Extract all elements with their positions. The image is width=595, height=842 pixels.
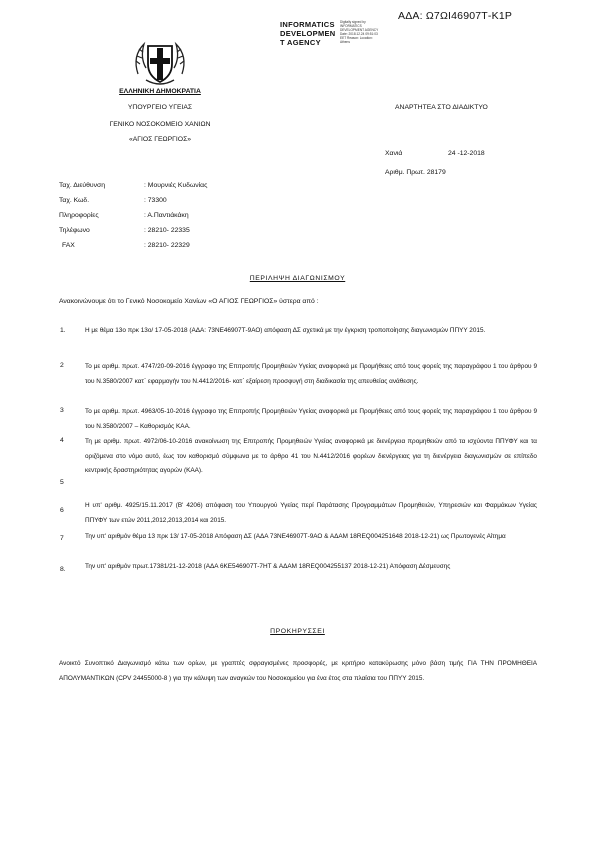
item-number: 4 <box>60 437 64 444</box>
item-text: Η με θέμα 13ο πρκ 13ο/ 17-05-2018 (ΑΔΑ: 73ΝΕ46907Τ-9ΑΟ) απόφαση ΔΣ σχετικά με την έγκριση τροποποίησης διαγωνισμών ΠΠΥΥ 2015. <box>85 327 486 334</box>
address-value: : Μουρνιές Κυδωνίας <box>144 182 208 189</box>
date-value: 24 -12-2018 <box>448 150 485 157</box>
phone-value: : 28210- 22335 <box>144 227 190 234</box>
postcode-value: : 73300 <box>144 197 167 204</box>
item-text: Την υπ' αριθμόν πρωτ.17381/21-12-2018 (ΑΔΑ 6ΚΕ546907Τ-7ΗΤ & ΑΔΑΜ 18REQ004255137 2018-12-21) Απόφαση Δέσμευσης <box>85 563 451 570</box>
agency-signature <box>280 20 336 47</box>
item-number: 2 <box>60 362 64 369</box>
proclamation-title: ΠΡΟΚΗΡΥΣΣΕΙ <box>270 628 325 635</box>
header-hellenic-republic: ΕΛΛΗΝΙΚΗ ΔΗΜΟΚΡΑΤΙΑ <box>119 88 201 95</box>
item-text: Η υπ' αριθμ. 4925/15.11.2017 (Β' 4206) απόφαση του Υπουργού Υγείας περί Παράτασης Προγραμμάτων Προμηθειών, Υπηρεσιών και Φαρμάκων Υγείας ΠΠΥΦΥ των ετών 2011,2012,2013,2014 και 2015. <box>85 502 537 524</box>
fax-value: : 28210- 22329 <box>144 242 190 249</box>
proclamation-text: Ανοικτό Συνοπτικό Διαγωνισμό κάτω των ορίων, με γραπτές σφραγισμένες προσφορές, με κριτήριο κατακύρωσης μόνο βάση τιμής ΓΙΑ ΤΗΝ ΠΡΟΜΗΘΕΙΑ ΑΠΟΛΥΜΑΝΤΙΚΩΝ (CPV 24455000-8 ) για την κάλυψη των αναγκών του Νοσοκομείου για ένα έτος στα πλαίσια του ΠΠΥΥ 2015. <box>59 660 537 682</box>
postcode-label: Ταχ. Κωδ. <box>59 197 90 204</box>
item-number: 1. <box>60 327 66 334</box>
item-text: Το με αριθμ. πρωτ. 4747/20-09-2016 έγγραφο της Επιτροπής Προμηθειών Υγείας αναφορικά με Προμήθειες από τους φορείς της παραγράφου 1 του άρθρου 9 του Ν.3580/2007 κατ΄ εφαρμογήν του Ν.4412/2016- κατ΄ εξαίρεση προσφυγή στη διαδικασία της απευθείας ανάθεσης. <box>85 363 537 385</box>
greek-emblem-icon <box>130 34 190 90</box>
fax-label: FAX <box>62 242 75 249</box>
protocol-number: Αριθμ. Πρωτ. 28179 <box>385 169 446 176</box>
agency-line-1: INFORMATICS <box>280 20 335 29</box>
digital-signature-text: Digitally signed by INFORMATICS DEVELOPMENT AGENCY Date: 2018.12.24 09:51:03 EET Reason: Location: Athens <box>340 20 379 44</box>
summary-title: ΠΕΡΙΛΗΨΗ ΔΙΑΓΩΝΙΣΜΟΥ <box>249 275 346 282</box>
header-hospital: ΓΕΝΙΚΟ ΝΟΣΟΚΟΜΕΙΟ ΧΑΝΙΩΝ <box>109 121 211 128</box>
info-value: : Α.Παντιάκάκη <box>144 212 189 219</box>
header-ministry: ΥΠΟΥΡΓΕΙΟ ΥΓΕΙΑΣ <box>127 104 193 111</box>
agency-line-2: DEVELOPMEN <box>280 29 336 38</box>
item-text: Την υπ' αριθμόν θέμα 13 πρκ 13/ 17-05-2018 Απόφαση ΔΣ (ΑΔΑ 73ΝΕ46907Τ-9ΑΟ & ΑΔΑΜ 18REQ004251648 2018-12-21) ως Πρωτογενές Αίτημα <box>85 533 506 540</box>
header-hospital-name: «ΑΓΙΟΣ ΓΕΩΡΓΙΟΣ» <box>128 136 192 143</box>
item-number: 3 <box>60 407 64 414</box>
info-label: Πληροφορίες <box>59 212 99 219</box>
item-number: 8. <box>60 566 66 573</box>
item-text: Το με αριθμ. πρωτ. 4963/05-10-2016 έγγραφο της Επιτροπής Προμηθειών Υγείας αναφορικά με Προμήθειες από τους φορείς της παραγράφου 1 του άρθρου 9 του Ν.3580/2007 – Καθορισμός ΚΑΑ. <box>85 408 537 430</box>
agency-line-3: T AGENCY <box>280 38 321 47</box>
item-number: 5 <box>60 479 64 486</box>
posting-notice: ΑΝΑΡΤΗΤΕΑ ΣΤΟ ΔΙΑΔΙΚΤΥΟ <box>395 104 488 111</box>
date-label: Χανιά <box>385 150 403 157</box>
ada-code: ΑΔΑ: Ω7ΩΙ46907Τ-Κ1Ρ <box>398 10 513 22</box>
item-number: 7 <box>60 535 64 542</box>
phone-label: Τηλέφωνο <box>59 227 90 234</box>
item-number: 6 <box>60 507 64 514</box>
item-text: Τη με αριθμ. πρωτ. 4972/06-10-2016 ανακοίνωση της Επιτροπής Προμηθειών Υγείας αναφορικά με διενέργεια προμηθειών από τα ισχύοντα ΠΠΥΦΥ και τα οριζόμενα στο νόμο αυτό, έως τον καθορισμό σύμφωνα με το άρθρο 41 του Ν.4412/2016 φορέων διενέργειας για τη διενέργεια διαγωνισμών σε επίπεδο κεντρικής δραστηριότητας αγορών (ΚΑΑ). <box>85 438 537 474</box>
intro-text: Ανακοινώνουμε ότι το Γενικό Νοσοκομείο Χανίων «Ο ΑΓΙΟΣ ΓΕΩΡΓΙΟΣ» ύστερα από : <box>59 298 319 305</box>
address-label: Ταχ. Διεύθυνση <box>59 182 105 189</box>
